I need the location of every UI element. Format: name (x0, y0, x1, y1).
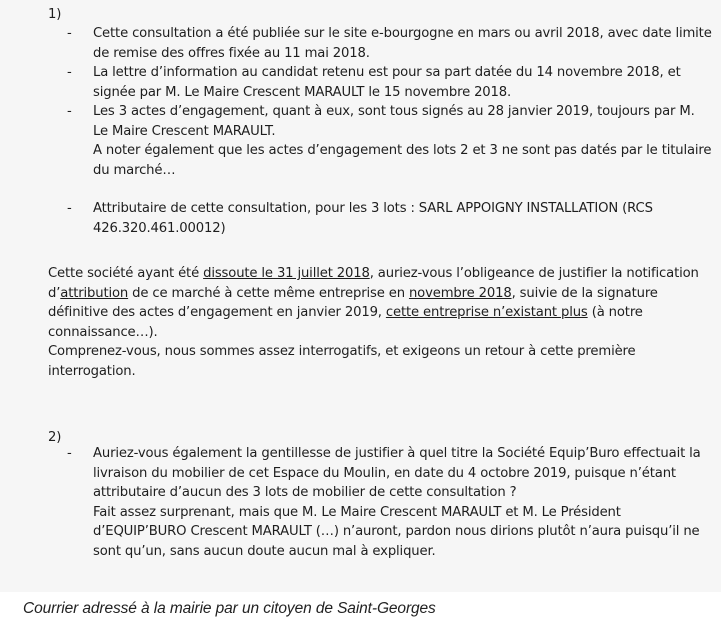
bullet-list (93, 444, 713, 561)
bullet-text: Les 3 actes d’engagement, quant à eux, sont tous signés au 28 janvier 2019, toujours par M. Le Maire Crescent MARAULT. (93, 104, 695, 139)
list-item (93, 24, 713, 63)
bullet-list (93, 24, 713, 238)
list-item (93, 444, 713, 561)
paragraph-text: , suivie de la signature définitive des actes d’engagement en janvier 2019, (48, 285, 658, 320)
bullet-note: A noter également que les actes d’engagement des lots 2 et 3 ne sont pas datés par le titulaire du marché… (93, 143, 712, 178)
list-item (93, 199, 713, 238)
underlined-text: dissoute le 31 juillet 2018 (203, 266, 370, 281)
list-item (93, 63, 713, 102)
paragraph-text: , auriez-vous l’obligeance de justifier la notification d’ (48, 266, 699, 301)
underlined-text: attribution (60, 285, 129, 301)
paragraph-text: (à notre connaissance…). (48, 305, 643, 340)
bullet-note: Fait assez surprenant, mais que M. Le Maire Crescent MARAULT et M. Le Président d’EQUIP’BURO Crescent MARAULT (…) n’auront, pardon nous dirions plutôt n’aura puisqu’il ne sont qu’un, sans aucun doute aucun mal à expliquer. (93, 504, 700, 559)
section-number: 2) (48, 430, 62, 445)
image-caption: Courrier adressé à la mairie par un citoyen de Saint-Georges (23, 600, 436, 617)
bullet-text: La lettre d’information au candidat retenu est pour sa part datée du 14 novembre 2018, et signée par M. Le Maire Crescent MARAULT le 15 novembre 2018. (93, 65, 681, 100)
section-number: 1) (48, 7, 62, 22)
underlined-text: novembre 2018 (408, 285, 512, 301)
bullet-text: Attributaire de cette consultation, pour les 3 lots : SARL APPOIGNY INSTALLATION (RCS 426.320.461.00012) (93, 201, 653, 236)
paragraph-text: Comprenez-vous, nous sommes assez interrogatifs, et exigeons un retour à cette première interrogation. (48, 344, 636, 379)
bullet-text: Auriez-vous également la gentillesse de justifier à quel titre la Société Equip’Buro effectuait la livraison du mobilier de cet Espace du Moulin, en date du 4 octobre 2019, puisque n’étant attributaire d’aucun des 3 lots de mobilier de cette consultation ? (93, 446, 701, 500)
question-paragraph (48, 264, 708, 381)
paragraph-text: Cette société ayant été (48, 266, 204, 281)
underlined-text: cette entreprise n’existant plus (385, 305, 588, 320)
paragraph-text: de ce marché à cette même entreprise en (128, 285, 409, 301)
list-item (93, 102, 713, 180)
bullet-text: Cette consultation a été publiée sur le site e-bourgogne en mars ou avril 2018, avec date limite de remise des offres fixée au 11 mai 2018. (93, 26, 712, 61)
